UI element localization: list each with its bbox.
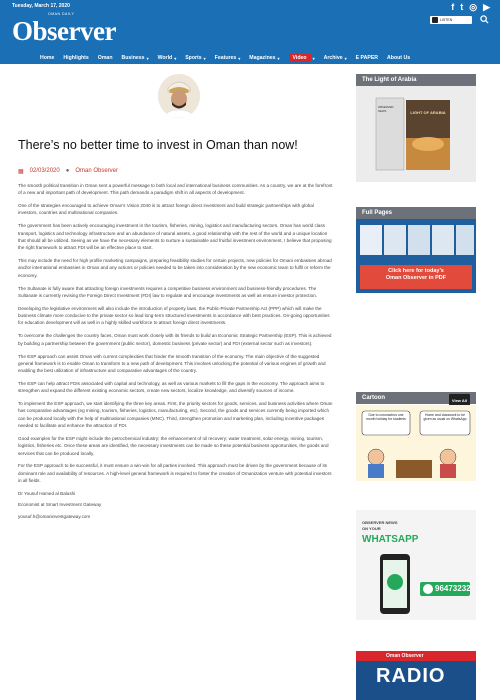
whatsapp-number-badge bbox=[420, 582, 470, 596]
article-paragraph: The Sultanate is fully aware that attracting foreign investments requires a competitive business environment and business-friendly procedures. The Sultanate is currently revising the Foreign Direct Investment (FDI) law to regulate and encourage investments as well as ensure investor protection. bbox=[18, 285, 317, 298]
article-paragraph: Economist at Smart Investment Gateway bbox=[18, 502, 102, 508]
radio-promo[interactable] bbox=[356, 651, 476, 700]
light-of-arabia-panel[interactable] bbox=[356, 86, 476, 182]
article-paragraph: Good examples for the ESP might include the petrochemical industry; the enhancement of oil recovery; water treatment, solar energy, mining, tourism, logistics, fisheries etc. Once these areas are identified, the necessary investments can be made so these potential business opportunities, the goods and services that can be produced locally. bbox=[18, 435, 329, 456]
article-paragraph: One of the strategies encouraged to achieve Oman’s Vision 2040 is to attract foreign direct investment and build strategic partnerships with global investors, countries and multinational companies. bbox=[18, 203, 314, 216]
radio-title: RADIO bbox=[376, 665, 446, 687]
nav-item-oman[interactable]: Oman bbox=[97, 55, 113, 61]
calendar-icon: ▦ bbox=[18, 169, 24, 175]
nav-item-highlights[interactable]: Highlights bbox=[63, 55, 89, 61]
article-paragraph: The smooth political transition in Oman sent a powerful message to both local and international business communities. As a country, we are at the forefront of a new and important path of development. This path demands a paradigm shift in all aspects of development. bbox=[18, 183, 333, 196]
article-paragraph: To overcome the challenges the country faces, Oman must work closely with its friends to build an Economic Strategic Partnership (ESP). This is achieved by building a partnership between the government (public sector), domestic business (private sector) and FDI (external sector such as investors). bbox=[18, 333, 332, 346]
article-paragraph: For the ESP approach to be successful, it must ensure a win-win for all parties involved. This approach must be driven by the government because of its dominant role and availability of resources. A high-level general framework is required to foster the creation of Omanization venture with potential investors in all fields. bbox=[18, 463, 332, 484]
full-pages-panel[interactable] bbox=[356, 219, 476, 293]
article-paragraph: The ESP can help attract FDIs associated with capital and technology, as well as various markets to fill the gaps in the economy. The approach aims to strengthen and expand the different existing economic sectors, create new sectors, localize knowledge, and diversify sources of income. bbox=[18, 380, 325, 394]
article-meta bbox=[18, 168, 118, 175]
instagram-icon[interactable]: ◎ bbox=[469, 2, 478, 12]
search-icon[interactable] bbox=[480, 15, 490, 25]
chevron-down-icon: ▾ bbox=[174, 55, 177, 61]
chevron-down-icon: ▾ bbox=[312, 55, 315, 61]
nav-item-e-paper[interactable]: E PAPER bbox=[355, 55, 379, 61]
article-paragraph: This may include the need for high profile marketing campaigns, preparing feasibility studies for certain projects, new policies for Omani embassies abroad and/or international embassies in Oman and any actions or policies needed to be taken into consideration by the new economic team to fulfil or reform the economy. bbox=[18, 258, 332, 278]
chevron-down-icon: ▾ bbox=[277, 55, 280, 61]
cartoon-panel[interactable] bbox=[356, 405, 476, 481]
nav-item-world[interactable]: World bbox=[157, 55, 173, 61]
whatsapp-line2: ON YOUR bbox=[362, 526, 381, 531]
site-header bbox=[0, 0, 500, 64]
chevron-down-icon: ▾ bbox=[146, 55, 149, 61]
article-body bbox=[18, 182, 333, 524]
author-photo bbox=[158, 74, 200, 118]
chevron-down-icon: ▾ bbox=[238, 55, 241, 61]
article-author[interactable]: Oman Observer bbox=[75, 168, 119, 174]
listen-button[interactable]: LISTEN bbox=[430, 16, 472, 24]
nav-item-features[interactable]: Features bbox=[214, 55, 237, 61]
youtube-icon[interactable]: ▶ bbox=[483, 2, 490, 12]
book-title: LIGHT OF ARABIA bbox=[410, 110, 446, 115]
nav-item-home[interactable]: Home bbox=[40, 55, 55, 61]
nav-item-business[interactable]: Business bbox=[121, 55, 145, 61]
article-paragraph: Dr Yousuf Hamed al Balushi bbox=[18, 490, 76, 496]
nav-item-magazines[interactable]: Magazines bbox=[249, 55, 276, 61]
cartoon-bubble-left: Due to coronavirus one month holiday for students bbox=[366, 413, 406, 422]
main-nav bbox=[0, 52, 500, 64]
site-logo[interactable]: Observer bbox=[12, 16, 116, 46]
whatsapp-promo[interactable] bbox=[356, 510, 476, 620]
facebook-icon[interactable]: f bbox=[451, 2, 455, 12]
article-paragraph: The ESP approach can assist Oman with current complexities that hinder the smooth transition of the economy. The main objective of the suggested general framework is to enable Oman to transform to a new path of development. This involves unlocking the potential of various engines of growth and enabling the best utilization of infrastructure and comparative advantages of the country. bbox=[18, 353, 326, 374]
book-spine-text: OBSERVER NEWS bbox=[378, 105, 394, 113]
article-title: There’s no better time to invest in Oman than now! bbox=[18, 138, 298, 152]
whatsapp-number: 96473232 bbox=[435, 584, 471, 593]
article-paragraph: The government has been actively encouraging investment in the tourism, fisheries, mining, logistics and manufacturing sectors. Oman has world class transport, logistics and technology infrastructure and an abundance of natural assets, a good relationship with the rest of the world and a unique location that should all be utilized. Seeing as we have the necessary elements to nurture a sustainable and fruitful investment environment, I believe that proposing the right framework to attract FDI will be an effective place to start. bbox=[18, 223, 332, 251]
whatsapp-icon bbox=[423, 584, 433, 594]
cartoon-heading: Cartoon View All bbox=[356, 392, 476, 404]
view-all-button[interactable]: View All bbox=[449, 394, 470, 408]
article-date: 02/03/2020 bbox=[29, 168, 60, 174]
cartoon-bubble-right: Home and classwork to be given as usual on WhatsApp bbox=[423, 413, 467, 422]
article-paragraph: yousuf.h@omaninvestgateway.com bbox=[18, 513, 91, 519]
radio-brand: Oman Observer bbox=[386, 653, 424, 659]
header-date: Tuesday, March 17, 2020 bbox=[12, 3, 70, 9]
light-of-arabia-heading: The Light of Arabia bbox=[356, 74, 476, 86]
chevron-down-icon: ▾ bbox=[203, 55, 206, 61]
article-paragraph: Developing the legislative environment will also include the introduction of property laws, the Public-Private Partnership Act (PPP) which will make the business climate more conducive to the private sector so lead long-term structured investments in accordance with best practices. On-going opportunities for education development will as well in a highly skilled workforce to attract foreign direct investments. bbox=[18, 305, 330, 326]
social-links bbox=[451, 2, 490, 13]
nav-item-video[interactable]: Video bbox=[289, 54, 311, 62]
whatsapp-title: WHATSAPP bbox=[362, 534, 419, 545]
whatsapp-line1: OBSERVER NEWS bbox=[362, 520, 398, 525]
nav-item-archive[interactable]: Archive bbox=[323, 55, 343, 61]
full-pages-heading: Full Pages bbox=[356, 207, 476, 219]
article-paragraph: To implement the ESP approach, we start identifying the three key areas. First, the priority sectors for goods, services, and business activities where Oman has comparative advantages (eg mining, tourism, fisheries, logistics, manufacturing, etc). Second, the goods and services currently being imported which can be produced locally with the help of multinational companies (MNC). Third, strengthen promotion and marketing plan, including incentive packages needed to facilitate and enhance the attraction of FDI. bbox=[18, 401, 333, 429]
twitter-icon[interactable]: t bbox=[460, 2, 464, 12]
brand-tagline: OMAN DAILY bbox=[48, 12, 75, 16]
nav-item-sports[interactable]: Sports bbox=[185, 55, 202, 61]
nav-item-about-us[interactable]: About Us bbox=[387, 55, 411, 61]
speaker-icon bbox=[432, 17, 438, 23]
full-pages-promo: Click here for today’s Oman Observer in PDF bbox=[385, 268, 447, 281]
user-icon: ● bbox=[65, 168, 70, 174]
chevron-down-icon: ▾ bbox=[344, 55, 347, 61]
